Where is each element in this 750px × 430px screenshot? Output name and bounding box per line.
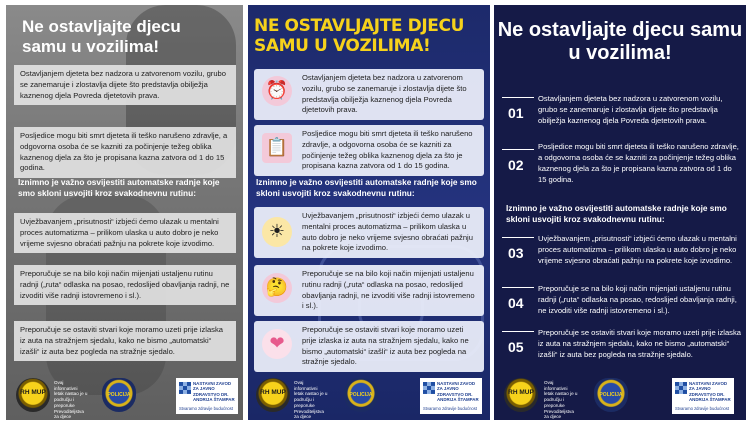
institute-logo-icon <box>179 382 191 394</box>
police-badge-icon: POLICIJA <box>102 378 136 412</box>
institute-logo: NASTAVNI ZAVOD ZA JAVNO ZDRAVSTVO DR. ANDRIJA ŠTAMPAR Stvaramo zdravije budućnost <box>672 378 734 414</box>
item-number: 05 <box>508 339 524 355</box>
poster-footer <box>6 374 243 420</box>
thinking-person-icon: 🤔 <box>262 273 292 303</box>
poster-footer <box>494 374 746 420</box>
institute-logo-icon <box>423 382 435 394</box>
divider <box>502 237 534 238</box>
paragraph-box: Posljedice mogu biti smrt djeteta ili teško narušeno zdravlje, a odgovorna osoba će se kazniti za počinjenje težeg oblika kaznenog djela za što je propisana kazna zatvora od 1 do 15 godina. <box>14 127 236 178</box>
tip-box: ☀ Uvježbavanjem „prisutnosti“ izbjeći ćemo ulazak u mentalni proces automatizma – prilikom ulaska u auto dobro je neko vrijeme svjesno obraćati pažnju na pokrete koje izvodimo. <box>254 207 484 258</box>
police-badge-icon: POLICIJA <box>344 378 378 412</box>
poster-footer <box>248 374 490 420</box>
section-heading: Iznimno je važno osvijestiti automatske radnje koje smo skloni usvojiti kroz svakodnevnu rutinu: <box>256 177 477 199</box>
institute-logo-icon <box>675 382 687 394</box>
paragraph-box: Ostavljanjem djeteta bez nadzora u zatvorenom vozilu, grubo se zanemaruje i zlostavlja dijete što predstavlja obilježja kaznenog djela Povreda djetetovih prava. <box>14 65 236 105</box>
tip-box: Preporučuje se ostaviti stvari koje moramo uzeti prije izlaska iz auta na stražnjem sjedalu, kako ne bismo „automatski“ izašli“ iz auta bez pogleda na stražnje sjedalo. <box>14 321 236 361</box>
mup-badge-icon: RH MUP <box>16 378 50 412</box>
footer-info: Ovaj informativni letak nastao je u području i preporuke Prevoditeljstva za djece <box>294 380 328 420</box>
tip-box: Preporučuje se na bilo koji način mijenjati ustaljenu rutinu radnji („ruta“ odlaska na posao, redoslijed obavljanja radnji, ne izvoditi više radnji istovremeno i sl.). <box>14 265 236 305</box>
numbered-item <box>502 229 742 275</box>
item-number: 03 <box>508 245 524 261</box>
tip-box: 🤔 Preporučuje se na bilo koji način mijenjati ustaljenu rutinu radnji („ruta“ odlaska na posao, redoslijed obavljanja radnji, ne izvoditi više radnji istovremeno i sl.). <box>254 265 484 316</box>
poster-title: Ne ostavljajte djecu samu u vozilima! <box>22 17 181 56</box>
item-text: Uvježbavanjem „prisutnosti“ izbjeći ćemo ulazak u mentalni proces automatizma – prilikom ulaska u auto dobro je neko vrijeme svjesno obraćati pažnju na pokrete koje izvodimo. <box>538 234 737 265</box>
alarm-clock-icon: ⏰ <box>262 76 292 106</box>
tip-box: Uvježbavanjem „prisutnosti“ izbjeći ćemo ulazak u mentalni proces automatizma – prilikom ulaska u auto dobro je neko vrijeme svjesno obraćati pažnju na pokrete koje izvodimo. <box>14 213 236 253</box>
sun-icon: ☀ <box>262 217 292 247</box>
numbered-item <box>502 85 742 135</box>
section-heading: Iznimno je važno osvijestiti automatske radnje koje smo skloni usvojiti kroz svakodnevnu rutinu: <box>506 203 727 225</box>
numbered-item <box>502 133 742 193</box>
item-text: Preporučuje se na bilo koji način mijenjati ustaljenu rutinu radnji („ruta“ odlaska na posao, redoslijed obavljanja radnji, ne izvoditi više radnji istovremeno i sl.). <box>538 284 737 315</box>
heart-icon: ❤ <box>262 329 292 359</box>
paragraph-box: ⏰ Ostavljanjem djeteta bez nadzora u zatvorenom vozilu, grubo se zanemaruje i zlostavlja dijete što predstavlja obilježja kaznenog djela Povreda djetetovih prava. <box>254 69 484 120</box>
footer-info: Ovaj informativni letak nastao je u području i preporuke Prevoditeljstva za djece <box>544 380 578 420</box>
section-heading: Iznimno je važno osvijestiti automatske radnje koje smo skloni usvojiti kroz svakodnevnu rutinu: <box>18 177 220 199</box>
item-number: 04 <box>508 295 524 311</box>
poster-grey <box>6 5 243 420</box>
item-text: Preporučuje se ostaviti stvari koje moramo uzeti prije izlaska iz auta na stražnjem sjedalu, kako ne bismo „automatski“ izašli“ iz auta bez pogleda na stražnje sjedalo. <box>538 328 742 359</box>
divider <box>502 331 534 332</box>
divider <box>502 97 534 98</box>
clipboard-icon: 📋 <box>262 133 292 163</box>
poster-blue <box>248 5 490 420</box>
numbered-item <box>502 279 742 323</box>
item-number: 01 <box>508 105 524 121</box>
item-number: 02 <box>508 157 524 173</box>
mup-badge-icon: RH MUP <box>504 378 538 412</box>
footer-info: Ovaj informativni letak nastao je u području i preporuke Prevoditeljstva za djece <box>54 380 88 420</box>
divider <box>502 287 534 288</box>
poster-title: Ne ostavljajte djecu samu u vozilima! <box>497 19 743 64</box>
institute-logo: NASTAVNI ZAVOD ZA JAVNO ZDRAVSTVO DR. ANDRIJA ŠTAMPAR Stvaramo zdravije budućnost <box>420 378 482 414</box>
tip-box: ❤ Preporučuje se ostaviti stvari koje moramo uzeti prije izlaska iz auta na stražnjem sjedalu, kako ne bismo „automatski“ izašli“ iz auta bez pogleda na stražnje sjedalo. <box>254 321 484 372</box>
institute-logo: NASTAVNI ZAVOD ZA JAVNO ZDRAVSTVO DR. ANDRIJA ŠTAMPAR Stvaramo zdravije budućnost <box>176 378 238 414</box>
item-text: Ostavljanjem djeteta bez nadzora u zatvorenom vozilu, grubo se zanemaruje i zlostavlja dijete što predstavlja obilježja kaznenog djela Povreda djetetovih prava. <box>538 94 723 125</box>
poster-title: NE OSTAVLJAJTE DJECU SAMU U VOZILIMA! <box>254 16 464 56</box>
poster-navy <box>494 5 746 420</box>
paragraph-box: 📋 Posljedice mogu biti smrt djeteta ili teško narušeno zdravlje, a odgovorna osoba će se kazniti za počinjenje težeg oblika kaznenog djela za što je propisana kazna zatvora od 1 do 15 godina. <box>254 125 484 176</box>
police-badge-icon: POLICIJA <box>594 378 628 412</box>
item-text: Posljedice mogu biti smrt djeteta ili teško narušeno zdravlje, a odgovorna osoba će se kazniti za počinjenje težeg oblika kaznenog djela za što je propisana kazna zatvora od 1 do 15 godina. <box>538 142 739 184</box>
divider <box>502 149 534 150</box>
numbered-item <box>502 323 742 367</box>
mup-badge-icon: RH MUP <box>256 378 290 412</box>
